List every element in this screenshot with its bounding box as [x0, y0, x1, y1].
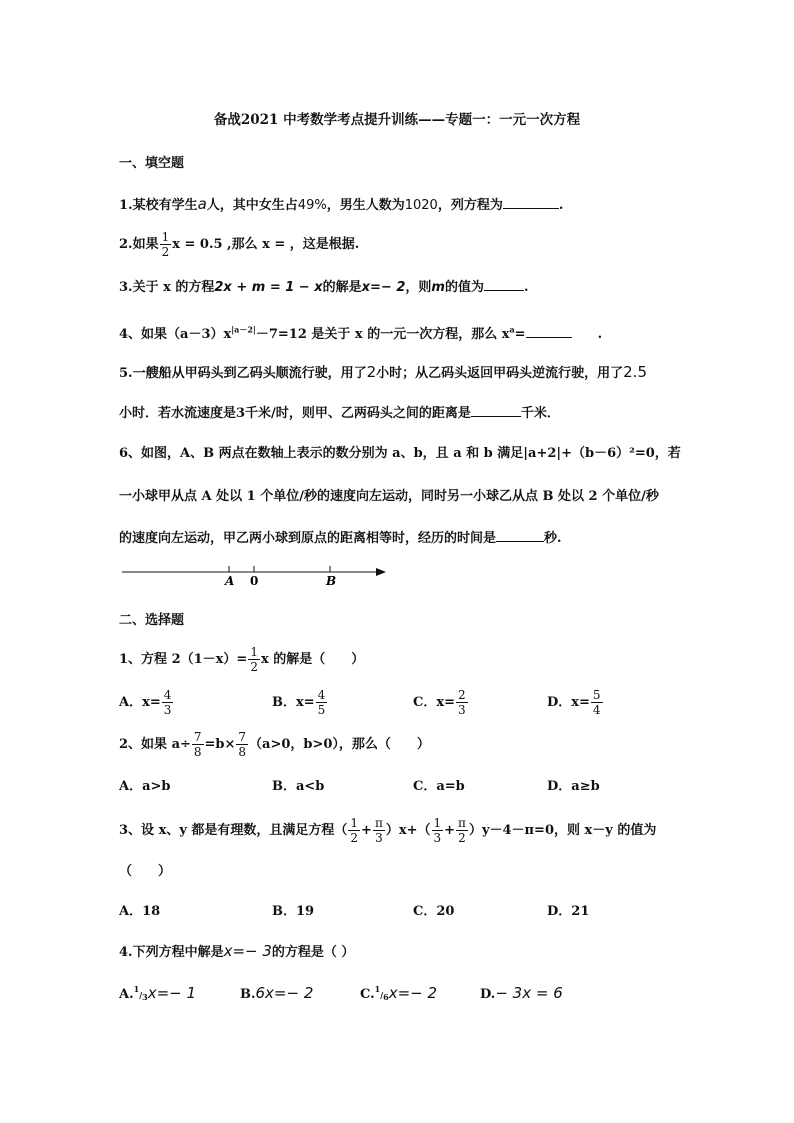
label-origin: 0 — [250, 574, 259, 588]
fill-q5-line1: 5.一艘船从甲码头到乙码头顺流行驶，用了2小时；从乙码头返回甲码头逆流行驶，用了2.5 — [119, 363, 647, 381]
section-choice-heading: 二、选择题 — [119, 613, 185, 628]
choice-q3-option-c[interactable]: C．20 — [413, 904, 455, 919]
fill-q6-line2: 一小球甲从点 A 处以 1 个单位/秒的速度向左运动，同时另一小球乙从点 B 处以 2 个单位/秒 — [119, 489, 659, 504]
choice-q4-option-a[interactable]: A.$^1$/3x=− 1 — [119, 984, 197, 1002]
fill-q5-line2: 小时．若水流速度是3千米/时，则甲、乙两码头之间的距离是 千米． — [119, 406, 560, 421]
fill-q4: 4、如果$(a-3)x^{|a-2|}-7=12$ 是关于 x 的一元一次方程，那么 $x^a=$ . — [119, 324, 603, 342]
choice-q3: 3、设 x、y 都是有理数，且满足方程（ $\frac{1}{2}$ + $\frac{\pi}{3}$ ）x+（ $\frac{1}{3}$ + $\frac{\pi}{2}$ ）y－4－π=0，则 x－y 的值为 — [119, 816, 657, 845]
choice-q4-option-b[interactable]: B.6x=− 2 — [240, 984, 314, 1002]
label-a: A — [225, 574, 235, 588]
number-line-figure — [0, 560, 794, 600]
choice-q1-option-a[interactable]: A．x= $\frac{4}{3}$ — [119, 688, 172, 717]
choice-q2-option-d[interactable]: D．a≥b — [547, 779, 600, 794]
choice-q1-option-c[interactable]: C．x= $\frac{2}{3}$ — [413, 688, 466, 717]
section-fill-heading: 一、填空题 — [119, 156, 185, 171]
fill-q2: 2.如果 $\frac{1}{2}$ x = 0.5 ,那么 x = ，这是根据. — [119, 230, 360, 259]
axis-arrow-icon — [376, 568, 386, 576]
fill-q6-line1: 6、如图，A、B 两点在数轴上表示的数分别为 a、b，且 a 和 b 满足|a+2|+（b－6）²=0，若 — [119, 446, 681, 461]
choice-q2-option-a[interactable]: A．a>b — [119, 779, 171, 794]
choice-q1-option-b[interactable]: B．x= $\frac{4}{5}$ — [272, 688, 326, 717]
choice-q3-option-a[interactable]: A．18 — [119, 904, 161, 919]
page-title: 备战2021 中考数学考点提升训练——专题一：一元一次方程 — [213, 112, 581, 128]
choice-q2-option-c[interactable]: C．a=b — [413, 779, 465, 794]
choice-q3-option-b[interactable]: B．19 — [272, 904, 315, 919]
choice-q1: 1、方程 2（1－x）= $\frac{1}{2}$ x 的解是（ ） — [119, 645, 365, 674]
choice-q4: 4.下列方程中解是x=− 3的方程是（ ） — [119, 942, 355, 960]
choice-q2-option-b[interactable]: B．a<b — [272, 779, 325, 794]
fill-q6-line3: 的速度向左运动，甲乙两小球到原点的距离相等时，经历的时间是 秒. — [119, 531, 562, 546]
fill-q1: 1.某校有学生a人，其中女生占49%，男生人数为1020，列方程为 . — [119, 195, 564, 213]
fill-q3: 3.关于 x 的方程2x + m = 1 − x的解是x=− 2，则m的值为 . — [119, 280, 529, 295]
label-b: B — [326, 574, 337, 588]
choice-q3-option-d[interactable]: D．21 — [547, 904, 590, 919]
choice-q3-paren: （ ） — [119, 864, 172, 879]
choice-q1-option-d[interactable]: D．x= $\frac{5}{4}$ — [547, 688, 601, 717]
choice-q4-option-d[interactable]: D.− 3x = 6 — [480, 984, 563, 1002]
choice-q4-option-c[interactable]: C.$^1$/6x=− 2 — [360, 984, 438, 1002]
choice-q2: 2、如果 a÷ $\frac{7}{8}$ =b× $\frac{7}{8}$ （a>0，b>0），那么（ ） — [119, 730, 430, 759]
